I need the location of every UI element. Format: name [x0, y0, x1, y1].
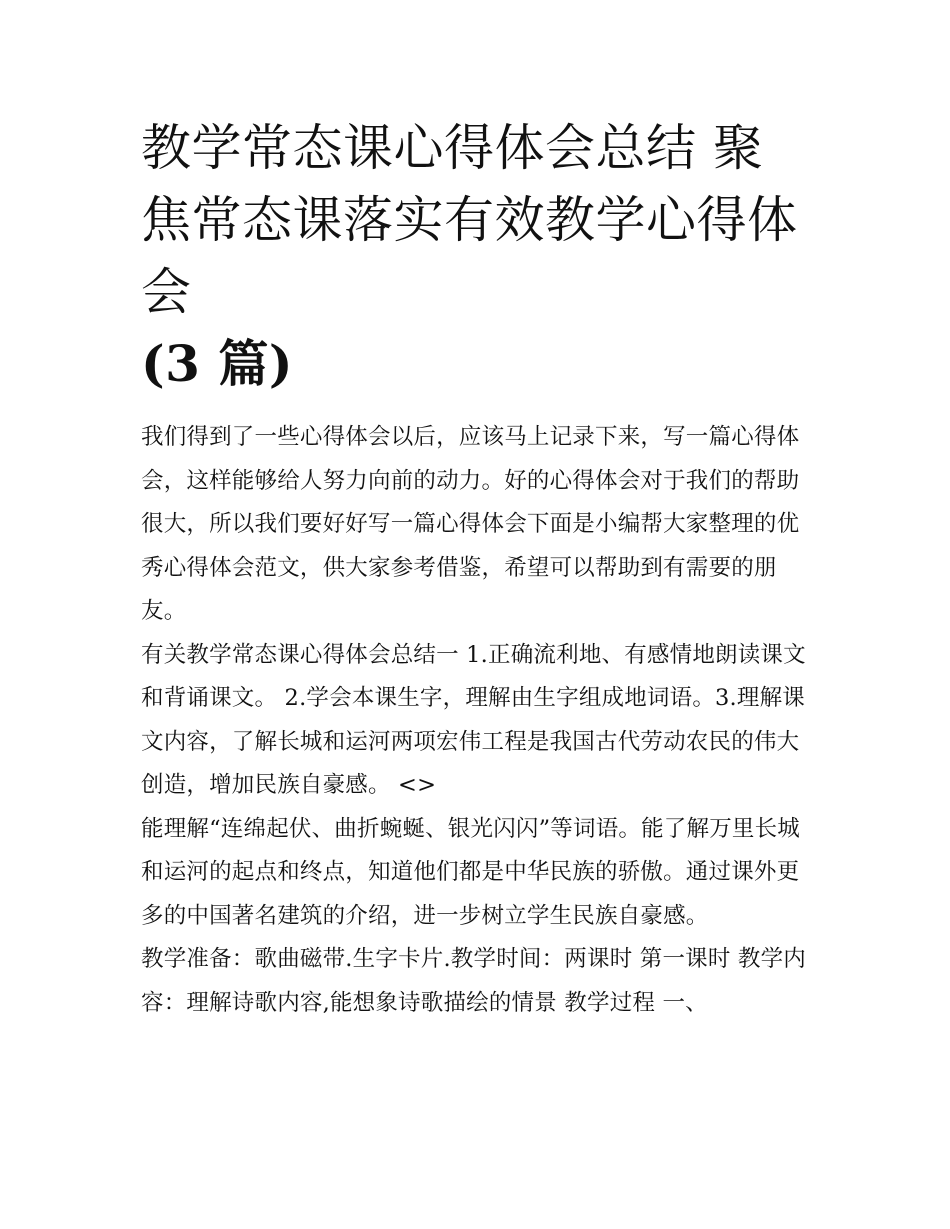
document-page	[141, 112, 813, 1025]
vocabulary-paragraph: 能理解“连绵起伏、曲折蜿蜒、银光闪闪”等词语。能了解万里长城和运河的起点和终点，知道他们都是中华民族的骄傲。通过课外更多的中国著名建筑的介绍，进一步树立学生民族自豪感。	[141, 815, 801, 929]
title-count: (3 篇)	[141, 334, 294, 393]
preparation-paragraph: 教学准备：歌曲磁带.生字卡片.教学时间：两课时 第一课时 教学内容：理解诗歌内容,能想象诗歌描绘的情景 教学过程 一、	[141, 946, 807, 1016]
intro-paragraph: 我们得到了一些心得体会以后，应该马上记录下来，写一篇心得体会，这样能够给人努力向前的动力。好的心得体会对于我们的帮助很大，所以我们要好好写一篇心得体会下面是小编帮大家整理的优秀心得体会范文，供大家参考借鉴，希望可以帮助到有需要的朋友。	[141, 424, 800, 624]
document-title	[141, 112, 813, 400]
summary-one-paragraph: 有关教学常态课心得体会总结一 1.正确流利地、有感情地朗读课文和背诵课文。 2.学会本课生字，理解由生字组成地词语。3.理解课文内容，了解长城和运河两项宏伟工程是我国古代劳动农民的伟大创造，增加民族自豪感。 <>	[141, 641, 806, 798]
title-main: 教学常态课心得体会总结 聚焦常态课落实有效教学心得体会	[141, 119, 798, 321]
